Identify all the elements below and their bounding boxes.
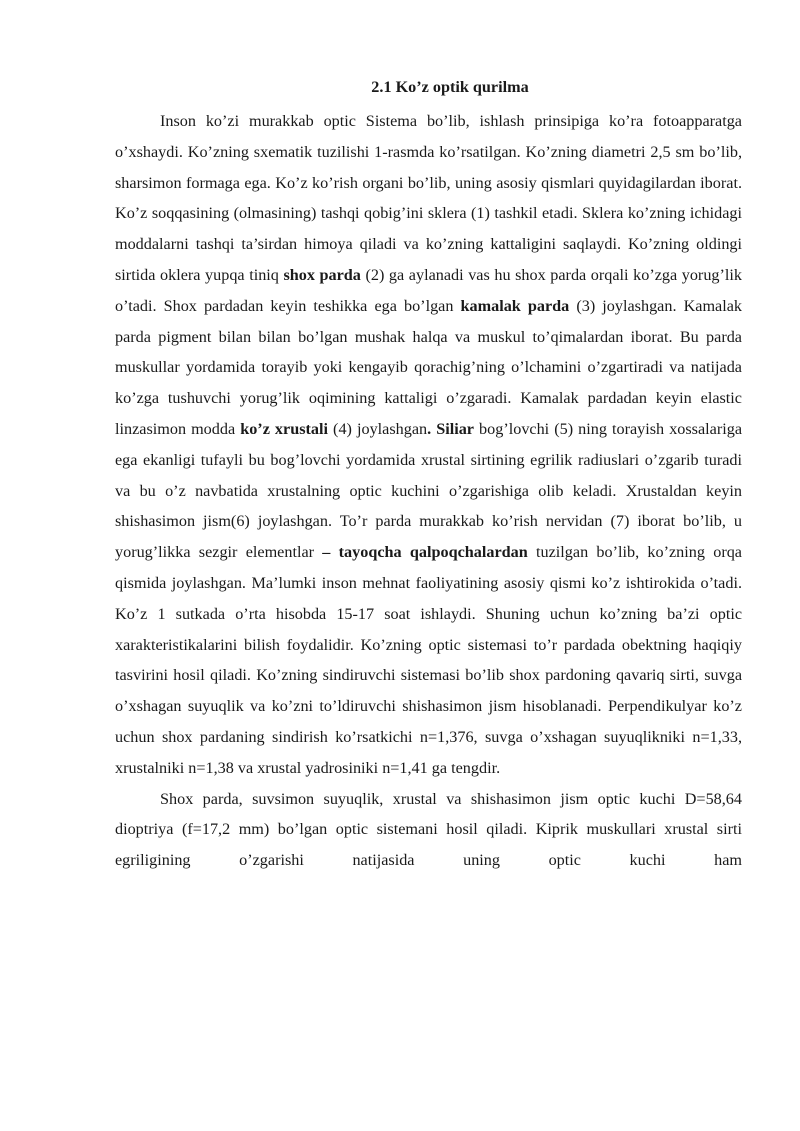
text-run: (4) joylashgan bbox=[328, 419, 428, 438]
bold-term-kamalak-parda: kamalak parda bbox=[460, 296, 570, 315]
section-title: 2.1 Ko’z optik qurilma bbox=[371, 78, 529, 96]
bold-term-tayoqcha: – tayoqcha qalpoqchalardan bbox=[322, 543, 528, 562]
text-run: bog’lovchi (5) ning torayish xossalariga ega ekanligi tufayli bu bog’lovchi yordamida xrustal sirtining egrilik radiuslari o’zgarib turadi va bu o’z navbatida xrustalning optic kuchini o’zgarishiga olib keladi. Xrustaldan keyin shishasimon jism(6) joylashgan. To’r parda murakkab ko’rish nervidan (7) iborat bo’lib, u yorug’likka sezgir elementlar bbox=[115, 419, 743, 562]
document-body bbox=[115, 106, 742, 876]
bold-term-koz-xrustali: ko’z xrustali bbox=[240, 419, 328, 438]
paragraph-1 bbox=[115, 106, 742, 784]
text-run: (3) joylashgan. Kamalak parda pigment bilan bilan bo’lgan mushak halqa va muskul to’qimalardan iborat. Bu parda muskullar yordamida torayib yoki kengayib qorachig’ning o’lchamini o’zgartiradi va natijada ko’zga tushuvchi yorug’lik oqimining kattaligi o’zgaradi. Kamalak pardadan keyin elastic linzasimon modda bbox=[115, 296, 742, 438]
paragraph-2: Shox parda, suvsimon suyuqlik, xrustal va shishasimon jism optic kuchi D=58,64 dioptriya (f=17,2 mm) bo’lgan optic sistemani hosil qiladi. Kiprik muskullari xrustal sirti egriligining o’zgarishi natijasida uning optic kuchi ham bbox=[115, 789, 742, 870]
bold-term-siliar: . Siliar bbox=[427, 419, 474, 438]
bold-term-shox-parda: shox parda bbox=[283, 265, 361, 284]
text-run: tuzilgan bo’lib, ko’zning orqa qismida joylashgan. Ma’lumki inson mehnat faoliyatining asosiy qismi ko’z ishtirokida o’tadi. Ko’z 1 sutkada o’rta hisobda 15-17 soat ishlaydi. Shuning uchun ko’zning ba’zi optic xarakteristikalarini bilish foydalidir. Ko’zning optic sistemasi to’r pardada obektning haqiqiy tasvirini hosil qiladi. Ko’zning sindiruvchi sistemasi bo’lib shox pardoning qavariq sirti, suvga o’xshagan suyuqlik va ko’zni to’ldiruvchi shishasimon jism hisoblanadi. Perpendikulyar ko’z uchun shox pardaning sindirish ko’rsatkichi n=1,376, suvga o’xshagan suyuqlikniki n=1,33, xrustalniki n=1,38 va xrustal yadrosiniki n=1,41 ga tengdir. bbox=[115, 543, 742, 777]
text-run: Inson ko’zi murakkab optic Sistema bo’lib, ishlash prinsipiga ko’ra fotoapparatga o’xshaydi. Ko’zning sxematik tuzilishi 1-rasmda ko’rsatilgan. Ko’zning diametri 2,5 sm bo’lib, sharsimon formaga ega. Ko’z ko’rish organi bo’lib, uning asosiy qismlari quyidagilardan iborat. Ko’z soqqasining (olmasining) tashqi qobig’ini sklera (1) tashkil etadi. Sklera ko’zning ichidagi moddalarni tashqi ta’sirdan himoya qiladi va ko’zning kattaligini saqlaydi. Ko’zning oldingi sirtida oklera yupqa tiniq bbox=[115, 112, 742, 284]
text-run: (2) ga aylanadi vas hu shox parda orqali ko’zga yorug’lik o’tadi. Shox pardadan keyin teshikka ega bo’lgan bbox=[115, 265, 742, 315]
